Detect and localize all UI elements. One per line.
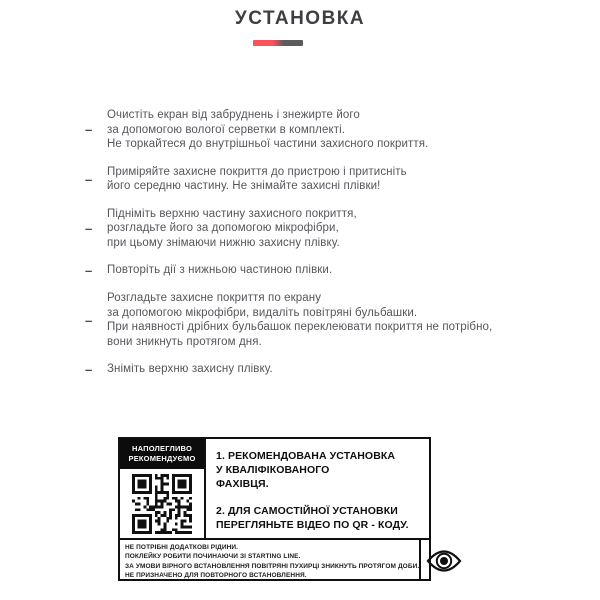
instruction-line: за допомогою вологої серветки в комплекті. xyxy=(107,123,346,136)
instruction-line: Приміряйте захисне покриття до пристрою і притисніть xyxy=(107,165,407,178)
recommendation-point-line: У КВАЛІФІКОВАНОГО xyxy=(216,464,330,476)
instruction-text xyxy=(107,291,492,349)
recommendation-point-line: ФАХІВЦЯ. xyxy=(216,478,269,490)
recommendation-point-line: ПЕРЕГЛЯНЬТЕ ВІДЕО ПО QR - КОДУ. xyxy=(216,519,409,531)
recommendation-header-line: РЕКОМЕНДУЄМО xyxy=(128,454,196,463)
recommendation-point-line: 1. РЕКОМЕНДОВАНА УСТАНОВКА xyxy=(216,450,396,462)
list-item xyxy=(85,108,545,152)
recommendation-box-top xyxy=(120,439,429,540)
footnote-line: НЕ ПОТРІБНІ ДОДАТКОВІ РІДИНИ. xyxy=(125,544,239,551)
recommendation-box-left-column xyxy=(120,439,206,538)
recommendation-header-line: НАПОЛЕГЛИВО xyxy=(131,444,193,453)
instruction-line: Повторіть дії з нижньою частиною плівки. xyxy=(107,264,333,276)
qr-code xyxy=(132,474,192,534)
list-item xyxy=(85,291,545,349)
title-divider xyxy=(253,40,303,46)
footnote-line: ПОКЛЕЙКУ РОБИТИ ПОЧИНАЮЧИ ЗІ STARTING LINE. xyxy=(125,553,301,561)
bullet-dash: – xyxy=(85,362,93,377)
recommendation-point xyxy=(216,504,429,532)
recommendation-point-line: 2. ДЛЯ САМОСТІЙНОЇ УСТАНОВКИ xyxy=(216,505,398,517)
bullet-dash: – xyxy=(85,312,93,328)
list-item xyxy=(85,165,545,194)
bullet-dash: – xyxy=(85,171,93,187)
instruction-line: розгладьте його за допомогою мікрофібри, xyxy=(107,222,339,234)
list-item xyxy=(85,207,545,251)
instruction-line: його середню частину. Не знімайте захисні плівки! xyxy=(107,180,381,192)
recommendation-points xyxy=(206,439,429,538)
page-title: УСТАНОВКА xyxy=(234,8,366,29)
footnote-line: НЕ ПРИЗНАЧЕНО ДЛЯ ПОВТОРНОГО ВСТАНОВЛЕННЯ. xyxy=(125,571,307,579)
instruction-line: Зніміть верхню захисну плівку. xyxy=(107,363,273,375)
recommendation-header xyxy=(120,439,204,469)
recommendation-box xyxy=(118,437,431,581)
list-item xyxy=(85,362,545,377)
instruction-line: При наявності дрібних бульбашок переклеювати покриття не потрібно, xyxy=(107,321,493,333)
bullet-dash: – xyxy=(85,122,93,138)
recommendation-box-bottom xyxy=(120,540,429,581)
instruction-line: при цьому знімаючи нижню захисну плівку. xyxy=(107,236,340,249)
footnote-line: ЗА УМОВИ ВІРНОГО ВСТАНОВЛЕННЯ ПОВІТРЯНІ ПУХИРЦІ ЗНИКНУТЬ ПРОТЯГОМ ДОБИ. xyxy=(125,562,420,570)
instruction-line: Розгладьте захисне покриття по екрану xyxy=(107,292,322,304)
eye-icon xyxy=(426,549,462,573)
eye-icon-cell xyxy=(419,540,466,581)
instruction-line: вони зникнуть протягом дня. xyxy=(107,335,262,348)
footnote-list xyxy=(120,540,419,581)
instruction-text xyxy=(107,263,332,278)
recommendation-point xyxy=(216,449,429,491)
instruction-line: Підніміть верхню частину захисного покриття, xyxy=(107,207,357,220)
list-item xyxy=(85,263,545,278)
instruction-text xyxy=(107,207,357,251)
bullet-dash: – xyxy=(85,263,93,278)
instruction-text xyxy=(107,108,428,152)
instruction-text xyxy=(107,362,273,377)
instruction-line: Очистіть екран від забруднень і знежирте його xyxy=(107,109,360,121)
qr-code-container xyxy=(120,469,204,538)
bullet-dash: – xyxy=(85,220,93,236)
instruction-text xyxy=(107,165,407,194)
instruction-line: за допомогою мікрофібри, видаліть повітряні бульбашки. xyxy=(107,306,418,319)
instruction-list xyxy=(85,108,545,390)
instruction-line: Не торкайтеся до внутрішньої частини захисного покриття. xyxy=(107,138,429,150)
